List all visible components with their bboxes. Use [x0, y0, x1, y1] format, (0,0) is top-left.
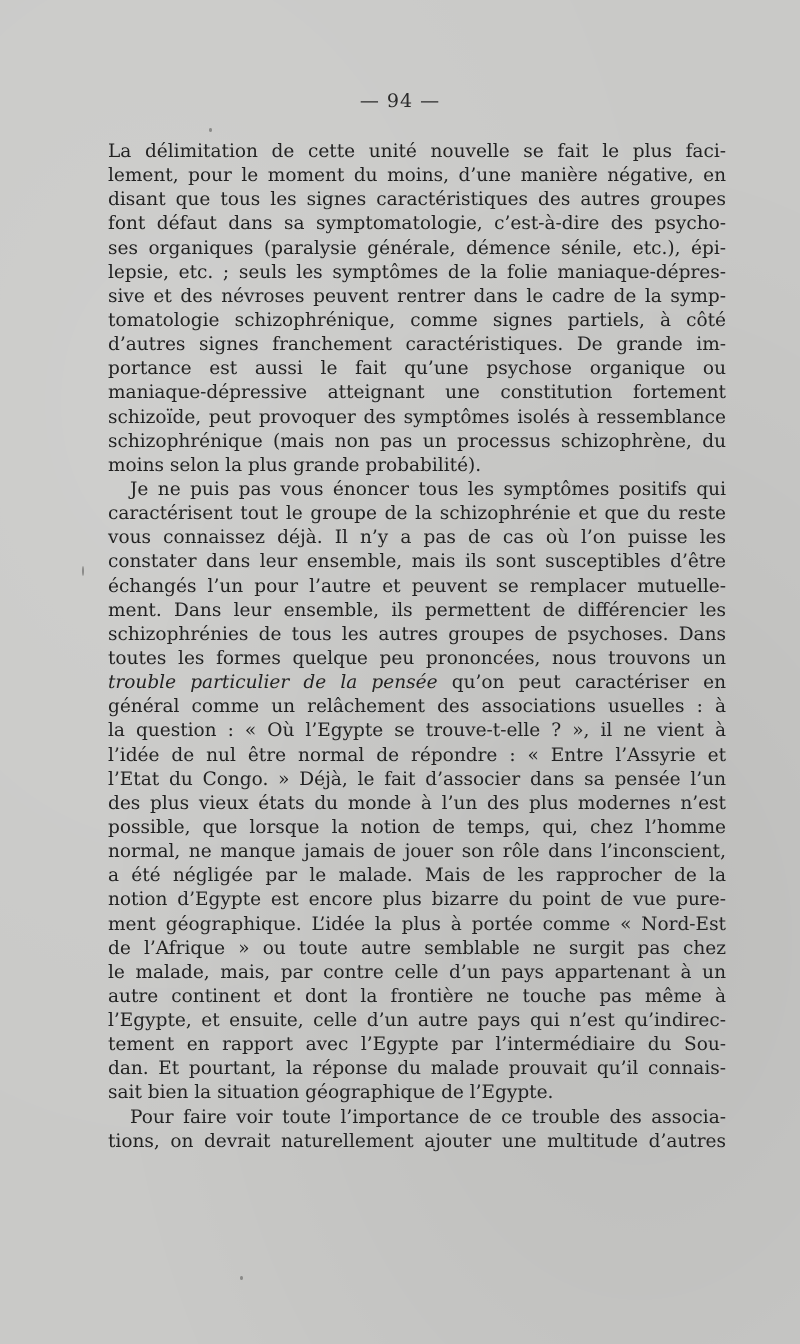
text-line: disant que tous les signes caractéristiques des autres groupes: [108, 189, 726, 211]
text-line: sait bien la situation géographique de l’Egypte.: [108, 1082, 554, 1104]
italic-phrase: trouble particulier de la pensée: [108, 672, 438, 694]
text-line: échangés l’un pour l’autre et peuvent se remplacer mutuelle-: [108, 575, 726, 597]
text-line: normal, ne manque jamais de jouer son rôle dans l’inconscient,: [108, 841, 726, 863]
text-line: la question : « Où l’Egypte se trouve-t-elle ? », il ne vient à: [108, 720, 726, 742]
text-line: l’Etat du Congo. » Déjà, le fait d’associer dans sa pensée l’un: [108, 768, 726, 790]
text-line: ment géographique. L’idée la plus à portée comme « Nord-Est: [108, 913, 726, 935]
text-line: schizophrénies de tous les autres groupes de psychoses. Dans: [108, 623, 726, 645]
body-text: [108, 140, 726, 1154]
text-line: de l’Afrique » ou toute autre semblable ne surgit pas chez: [108, 937, 726, 959]
paragraph: [108, 1106, 726, 1154]
text-line: font défaut dans sa symptomatologie, c’est-à-dire des psycho-: [108, 213, 726, 235]
text-line: toutes les formes quelque peu prononcées, nous trouvons un: [108, 647, 726, 669]
text-line: l’Egypte, et ensuite, celle d’un autre pays qui n’est qu’indirec-: [108, 1010, 726, 1032]
text-line: des plus vieux états du monde à l’un des plus modernes n’est: [108, 792, 726, 814]
text-line: caractérisent tout le groupe de la schizophrénie et que du reste: [108, 503, 726, 525]
paragraph: [108, 478, 726, 1106]
paragraph: [108, 140, 726, 478]
text-line: constater dans leur ensemble, mais ils sont susceptibles d’être: [108, 551, 726, 573]
text-line: schizophrénique (mais non pas un processus schizophrène, du: [108, 430, 726, 452]
text-line: Je ne puis pas vous énoncer tous les symptômes positifs qui: [130, 478, 726, 500]
text-line: Pour faire voir toute l’importance de ce trouble des associa-: [130, 1106, 726, 1128]
text-line: tions, on devrait naturellement ajouter une multitude d’autres: [108, 1130, 726, 1152]
text-line: autre continent et dont la frontière ne touche pas même à: [108, 985, 726, 1007]
text-line: possible, que lorsque la notion de temps, qui, chez l’homme: [108, 816, 726, 838]
page-number: — 94 —: [359, 90, 441, 112]
text-line: tement en rapport avec l’Egypte par l’intermédiaire du Sou-: [108, 1034, 726, 1056]
text-line: ment. Dans leur ensemble, ils permettent de différencier les: [108, 599, 726, 621]
text-line: La délimitation de cette unité nouvelle se fait le plus faci-: [108, 141, 726, 162]
text-line: moins selon la plus grande probabilité).: [108, 454, 482, 476]
text-line: portance est aussi le fait qu’une psychose organique ou: [108, 358, 726, 380]
text-line: sive et des névroses peuvent rentrer dans le cadre de la symp-: [108, 285, 726, 307]
text-line: le malade, mais, par contre celle d’un pays appartenant à un: [108, 961, 726, 983]
text-line: lement, pour le moment du moins, d’une manière négative, en: [108, 165, 726, 187]
text-line: lepsie, etc. ; seuls les symptômes de la folie maniaque-dépres-: [108, 261, 726, 283]
text-line: vous connaissez déjà. Il n’y a pas de cas où l’on puisse les: [108, 527, 726, 549]
text-line: l’idée de nul être normal de répondre : « Entre l’Assyrie et: [108, 744, 726, 766]
text-line: trouble particulier de la pensée qu’on peut caractériser en: [108, 672, 726, 694]
text-line: d’autres signes franchement caractéristiques. De grande im-: [108, 334, 726, 356]
text-line: tomatologie schizophrénique, comme signes partiels, à côté: [108, 309, 726, 331]
text-line: schizoïde, peut provoquer des symptômes isolés à ressemblance: [108, 406, 726, 428]
text-line: a été négligée par le malade. Mais de les rapprocher de la: [108, 865, 726, 887]
text-line: notion d’Egypte est encore plus bizarre du point de vue pure-: [108, 889, 726, 911]
text-line: ses organiques (paralysie générale, démence sénile, etc.), épi-: [108, 237, 726, 259]
text-line: dan. Et pourtant, la réponse du malade prouvait qu’il connais-: [108, 1058, 726, 1080]
text-line: maniaque-dépressive atteignant une constitution fortement: [108, 382, 726, 404]
text-line: général comme un relâchement des associations usuelles : à: [108, 696, 726, 718]
